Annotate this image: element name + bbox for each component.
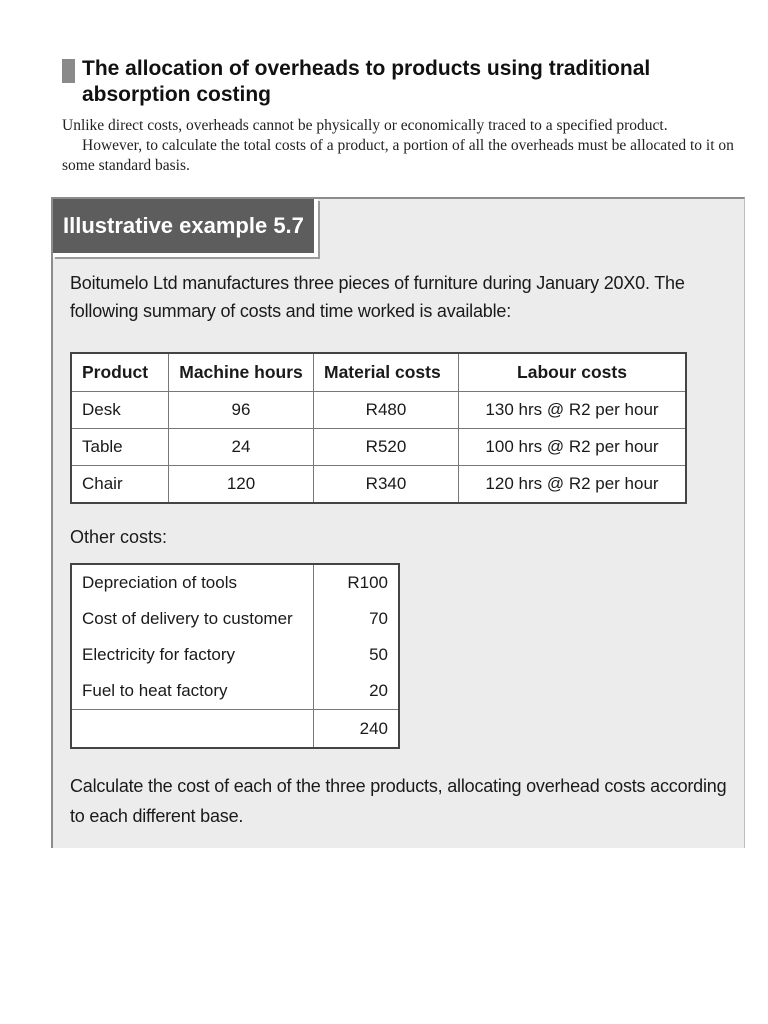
header-material-costs: Material costs bbox=[314, 353, 459, 392]
cell-labour-costs: 130 hrs @ R2 per hour bbox=[459, 392, 687, 429]
cost-description: Depreciation of tools bbox=[71, 564, 314, 601]
cell-product: Table bbox=[71, 429, 169, 466]
intro-line-2: However, to calculate the total costs of a product, a portion of all the overheads must be allocated to it on some standard basis. bbox=[62, 137, 734, 174]
cost-description: Fuel to heat factory bbox=[71, 673, 314, 710]
total-label-cell bbox=[71, 710, 314, 749]
cell-material-costs: R340 bbox=[314, 466, 459, 504]
table-row bbox=[71, 564, 399, 601]
illustrative-example-box bbox=[51, 197, 745, 848]
cell-material-costs: R480 bbox=[314, 392, 459, 429]
cell-labour-costs: 120 hrs @ R2 per hour bbox=[459, 466, 687, 504]
header-machine-hours: Machine hours bbox=[169, 353, 314, 392]
heading-marker bbox=[62, 59, 75, 83]
cost-amount: R100 bbox=[347, 573, 388, 592]
intro-line-1: Unlike direct costs, overheads cannot be physically or economically traced to a specified product. bbox=[62, 117, 668, 134]
table-row bbox=[71, 429, 686, 466]
total-amount: 240 bbox=[314, 710, 399, 749]
example-title: Illustrative example 5.7 bbox=[53, 199, 318, 257]
table-row bbox=[71, 601, 399, 637]
header-labour-costs: Labour costs bbox=[459, 353, 687, 392]
cost-amount: 20 bbox=[369, 681, 388, 700]
cell-machine-hours: 96 bbox=[169, 392, 314, 429]
cost-description: Cost of delivery to customer bbox=[71, 601, 314, 637]
header-product: Product bbox=[71, 353, 169, 392]
example-intro: Boitumelo Ltd manufactures three pieces of furniture during January 20X0. The following summary of costs and time worked is available: bbox=[70, 273, 685, 321]
products-table bbox=[70, 352, 687, 504]
table-row bbox=[71, 673, 399, 710]
total-row bbox=[71, 710, 399, 749]
cell-machine-hours: 24 bbox=[169, 429, 314, 466]
cost-amount: 50 bbox=[369, 645, 388, 664]
example-question: Calculate the cost of each of the three products, allocating overhead costs according to each different base. bbox=[70, 776, 727, 826]
table-row bbox=[71, 392, 686, 429]
table-row bbox=[71, 637, 399, 673]
cell-product: Desk bbox=[71, 392, 169, 429]
other-costs-table bbox=[70, 563, 400, 749]
cell-machine-hours: 120 bbox=[169, 466, 314, 504]
section-heading bbox=[62, 56, 742, 108]
cost-description: Electricity for factory bbox=[71, 637, 314, 673]
section-title: The allocation of overheads to products using traditional absorption costing bbox=[82, 57, 651, 106]
table-row bbox=[71, 466, 686, 504]
cell-product: Chair bbox=[71, 466, 169, 504]
table-header-row bbox=[71, 353, 686, 392]
intro-paragraph bbox=[62, 116, 742, 176]
cell-material-costs: R520 bbox=[314, 429, 459, 466]
other-costs-label: Other costs: bbox=[70, 527, 168, 547]
cost-amount: 70 bbox=[369, 609, 388, 628]
cell-labour-costs: 100 hrs @ R2 per hour bbox=[459, 429, 687, 466]
